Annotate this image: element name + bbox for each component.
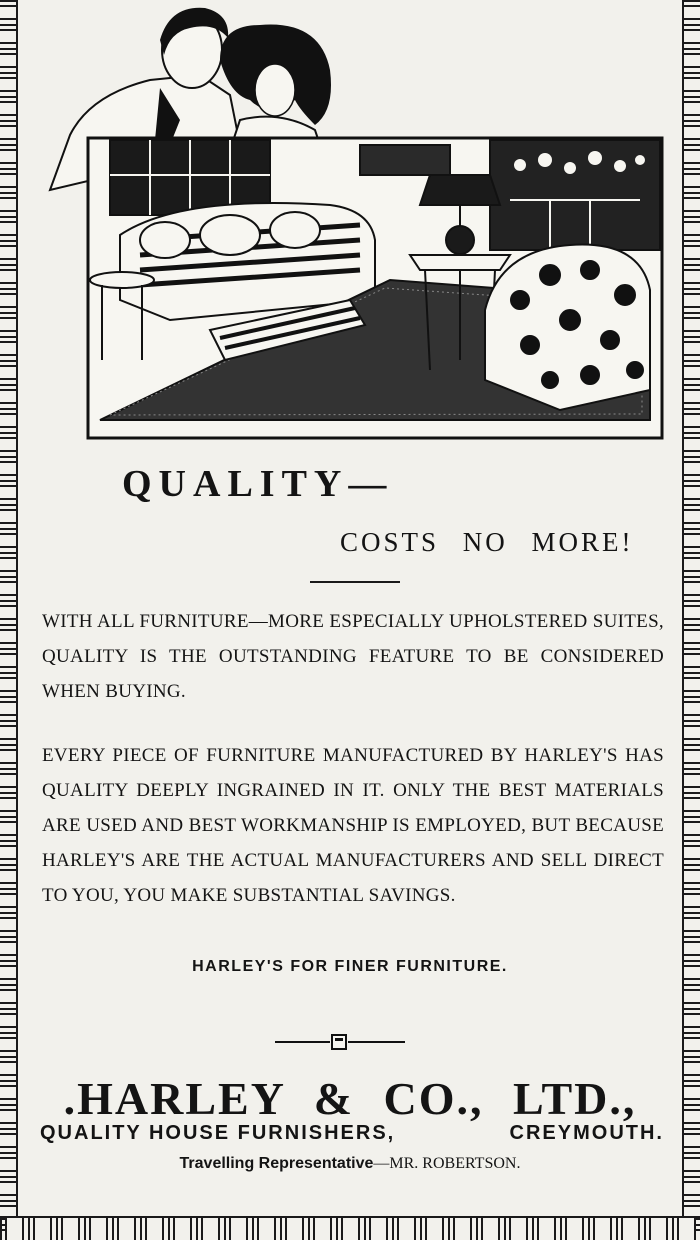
company-location: CREYMOUTH. xyxy=(509,1122,664,1144)
ornament-divider xyxy=(275,1030,405,1054)
representative-line xyxy=(0,1155,700,1173)
decorative-border-left xyxy=(0,0,18,1240)
tagline: HARLEY'S FOR FINER FURNITURE. xyxy=(192,958,508,975)
representative-name: —MR. ROBERTSON. xyxy=(373,1155,521,1172)
company-name: .HARLEY & CO., LTD., xyxy=(63,1073,637,1124)
subheadline: COSTS NO MORE! xyxy=(340,527,634,557)
body-paragraph: WITH ALL FURNITURE—MORE ESPECIALLY UPHOLSTERED SUITES, QUALITY IS THE OUTSTANDING FEATURE TO BE CONSIDERED WHEN BUYING. xyxy=(42,611,664,702)
armchair xyxy=(485,245,650,410)
representative-label: Travelling Representative xyxy=(179,1155,374,1172)
decorative-border-right xyxy=(682,0,700,1240)
trade-line xyxy=(40,1122,664,1145)
living-room-illustration xyxy=(30,0,670,440)
headline: QUALITY— xyxy=(122,463,394,505)
trade-description: QUALITY HOUSE FURNISHERS, xyxy=(40,1122,396,1144)
divider-rule xyxy=(310,581,400,583)
decorative-border-bottom xyxy=(0,1216,700,1240)
body-paragraph: EVERY PIECE OF FURNITURE MANUFACTURED BY HARLEY'S HAS QUALITY DEEPLY INGRAINED IN IT. ONLY THE BEST MATERIALS ARE USED AND BEST WORKMANSHIP IS EMPLOYED, BUT BECAUSE HARLEY'S ARE THE ACTUAL MANUFACTURERS AND SELL DIRECT TO YOU, YOU MAKE SUBSTANTIAL SAVINGS. xyxy=(42,745,664,906)
